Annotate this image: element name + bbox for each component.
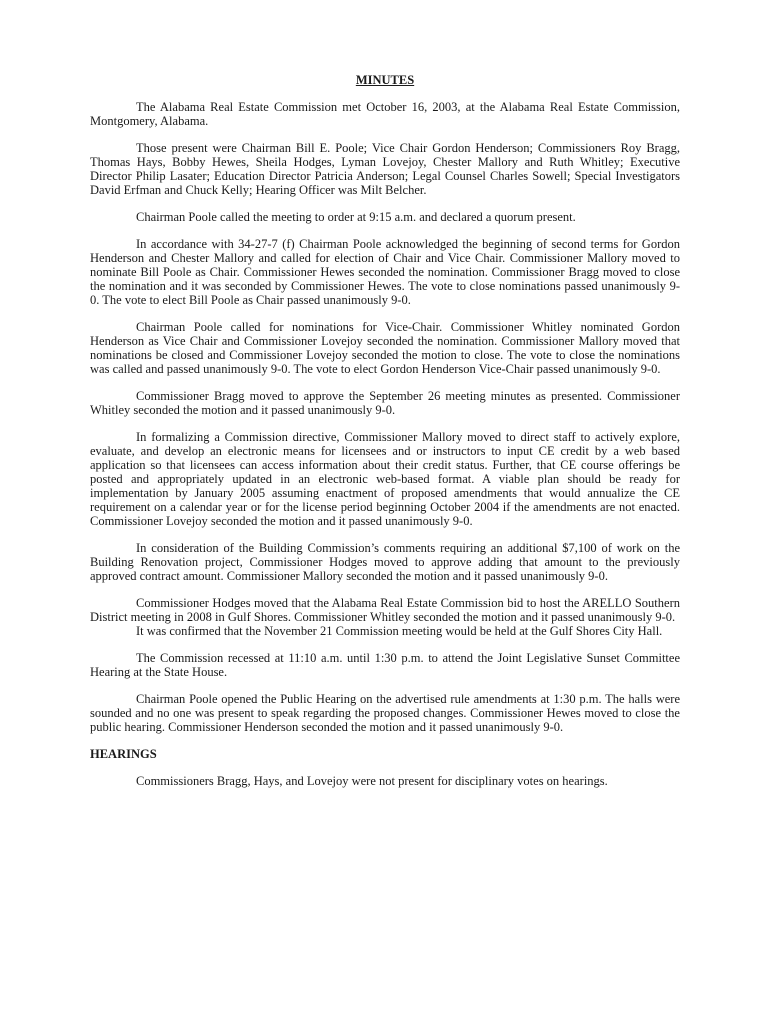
paragraph-chair-election: In accordance with 34-27-7 (f) Chairman Poole acknowledged the beginning of second terms for Gordon Henderson and Chester Mallory and called for election of Chair and Vice Chair. Commissioner Mallory moved to nominate Bill Poole as Chair. Commissioner Hewes seconded the nomination. Commissioner Bragg moved to close the nomination and it was seconded by Commissioner Hewes. The vote to close nominations passed unanimously 9-0. The vote to elect Bill Poole as Chair passed unanimously 9-0. — [90, 237, 680, 307]
hearings-heading: HEARINGS — [90, 747, 157, 761]
paragraph-recess: The Commission recessed at 11:10 a.m. until 1:30 p.m. to attend the Joint Legislative Sunset Committee Hearing at the State House. — [90, 651, 680, 679]
paragraph-ce-directive: In formalizing a Commission directive, Commissioner Mallory moved to direct staff to actively explore, evaluate, and develop an electronic means for licensees and or instructors to input CE credit by a web based application so that licensees can access information about their credit status. Further, that CE course offerings be posted and appropriately updated in an electronic web-based format. A viable plan should be ready for implementation by January 2005 assuming enactment of proposed amendments that would annualize the CE requirement on a calendar year or for the license period beginning October 2004 if the amendments are not enacted. Commissioner Lovejoy seconded the motion and it passed unanimously 9-0. — [90, 430, 680, 528]
paragraph-public-hearing: Chairman Poole opened the Public Hearing on the advertised rule amendments at 1:30 p.m. The halls were sounded and no one was present to speak regarding the proposed changes. Commissioner Hewes moved to close the public hearing. Commissioner Henderson seconded the motion and it passed unanimously 9-0. — [90, 692, 680, 734]
paragraph-call-to-order: Chairman Poole called the meeting to order at 9:15 a.m. and declared a quorum present. — [136, 210, 576, 224]
paragraph-hearings: Commissioners Bragg, Hays, and Lovejoy were not present for disciplinary votes on hearings. — [136, 774, 608, 788]
paragraph-attendees: Those present were Chairman Bill E. Poole; Vice Chair Gordon Henderson; Commissioners Roy Bragg, Thomas Hays, Bobby Hewes, Sheila Hodges, Lyman Lovejoy, Chester Mallory and Ruth Whitley; Executive Director Philip Lasater; Education Director Patricia Anderson; Legal Counsel Charles Sowell; Special Investigators David Erfman and Chuck Kelly; Hearing Officer was Milt Belcher. — [90, 141, 680, 197]
paragraph-arello-bid: Commissioner Hodges moved that the Alabama Real Estate Commission bid to host the ARELLO Southern District meeting in 2008 in Gulf Shores. Commissioner Whitley seconded the motion and it passed unanimously 9-0. — [90, 596, 680, 624]
paragraph-meeting-location: The Alabama Real Estate Commission met October 16, 2003, at the Alabama Real Estate Commission, Montgomery, Alabama. — [90, 100, 680, 128]
paragraph-vice-chair-election: Chairman Poole called for nominations for Vice-Chair. Commissioner Whitley nominated Gordon Henderson as Vice Chair and Commissioner Lovejoy seconded the nomination. Commissioner Mallory moved that nominations be closed and Commissioner Lovejoy seconded the motion to close. The vote to close the nominations was called and passed unanimously 9-0. The vote to elect Gordon Henderson Vice-Chair passed unanimously 9-0. — [90, 320, 680, 376]
document-title: MINUTES — [355, 73, 415, 87]
paragraph-minutes-approval: Commissioner Bragg moved to approve the September 26 meeting minutes as presented. Commissioner Whitley seconded the motion and it passed unanimously 9-0. — [90, 389, 680, 417]
paragraph-november-meeting: It was confirmed that the November 21 Commission meeting would be held at the Gulf Shores City Hall. — [136, 624, 663, 638]
paragraph-building-renovation: In consideration of the Building Commission’s comments requiring an additional $7,100 of work on the Building Renovation project, Commissioner Hodges moved to approve adding that amount to the previously approved contract amount. Commissioner Mallory seconded the motion and it passed unanimously 9-0. — [90, 541, 680, 583]
